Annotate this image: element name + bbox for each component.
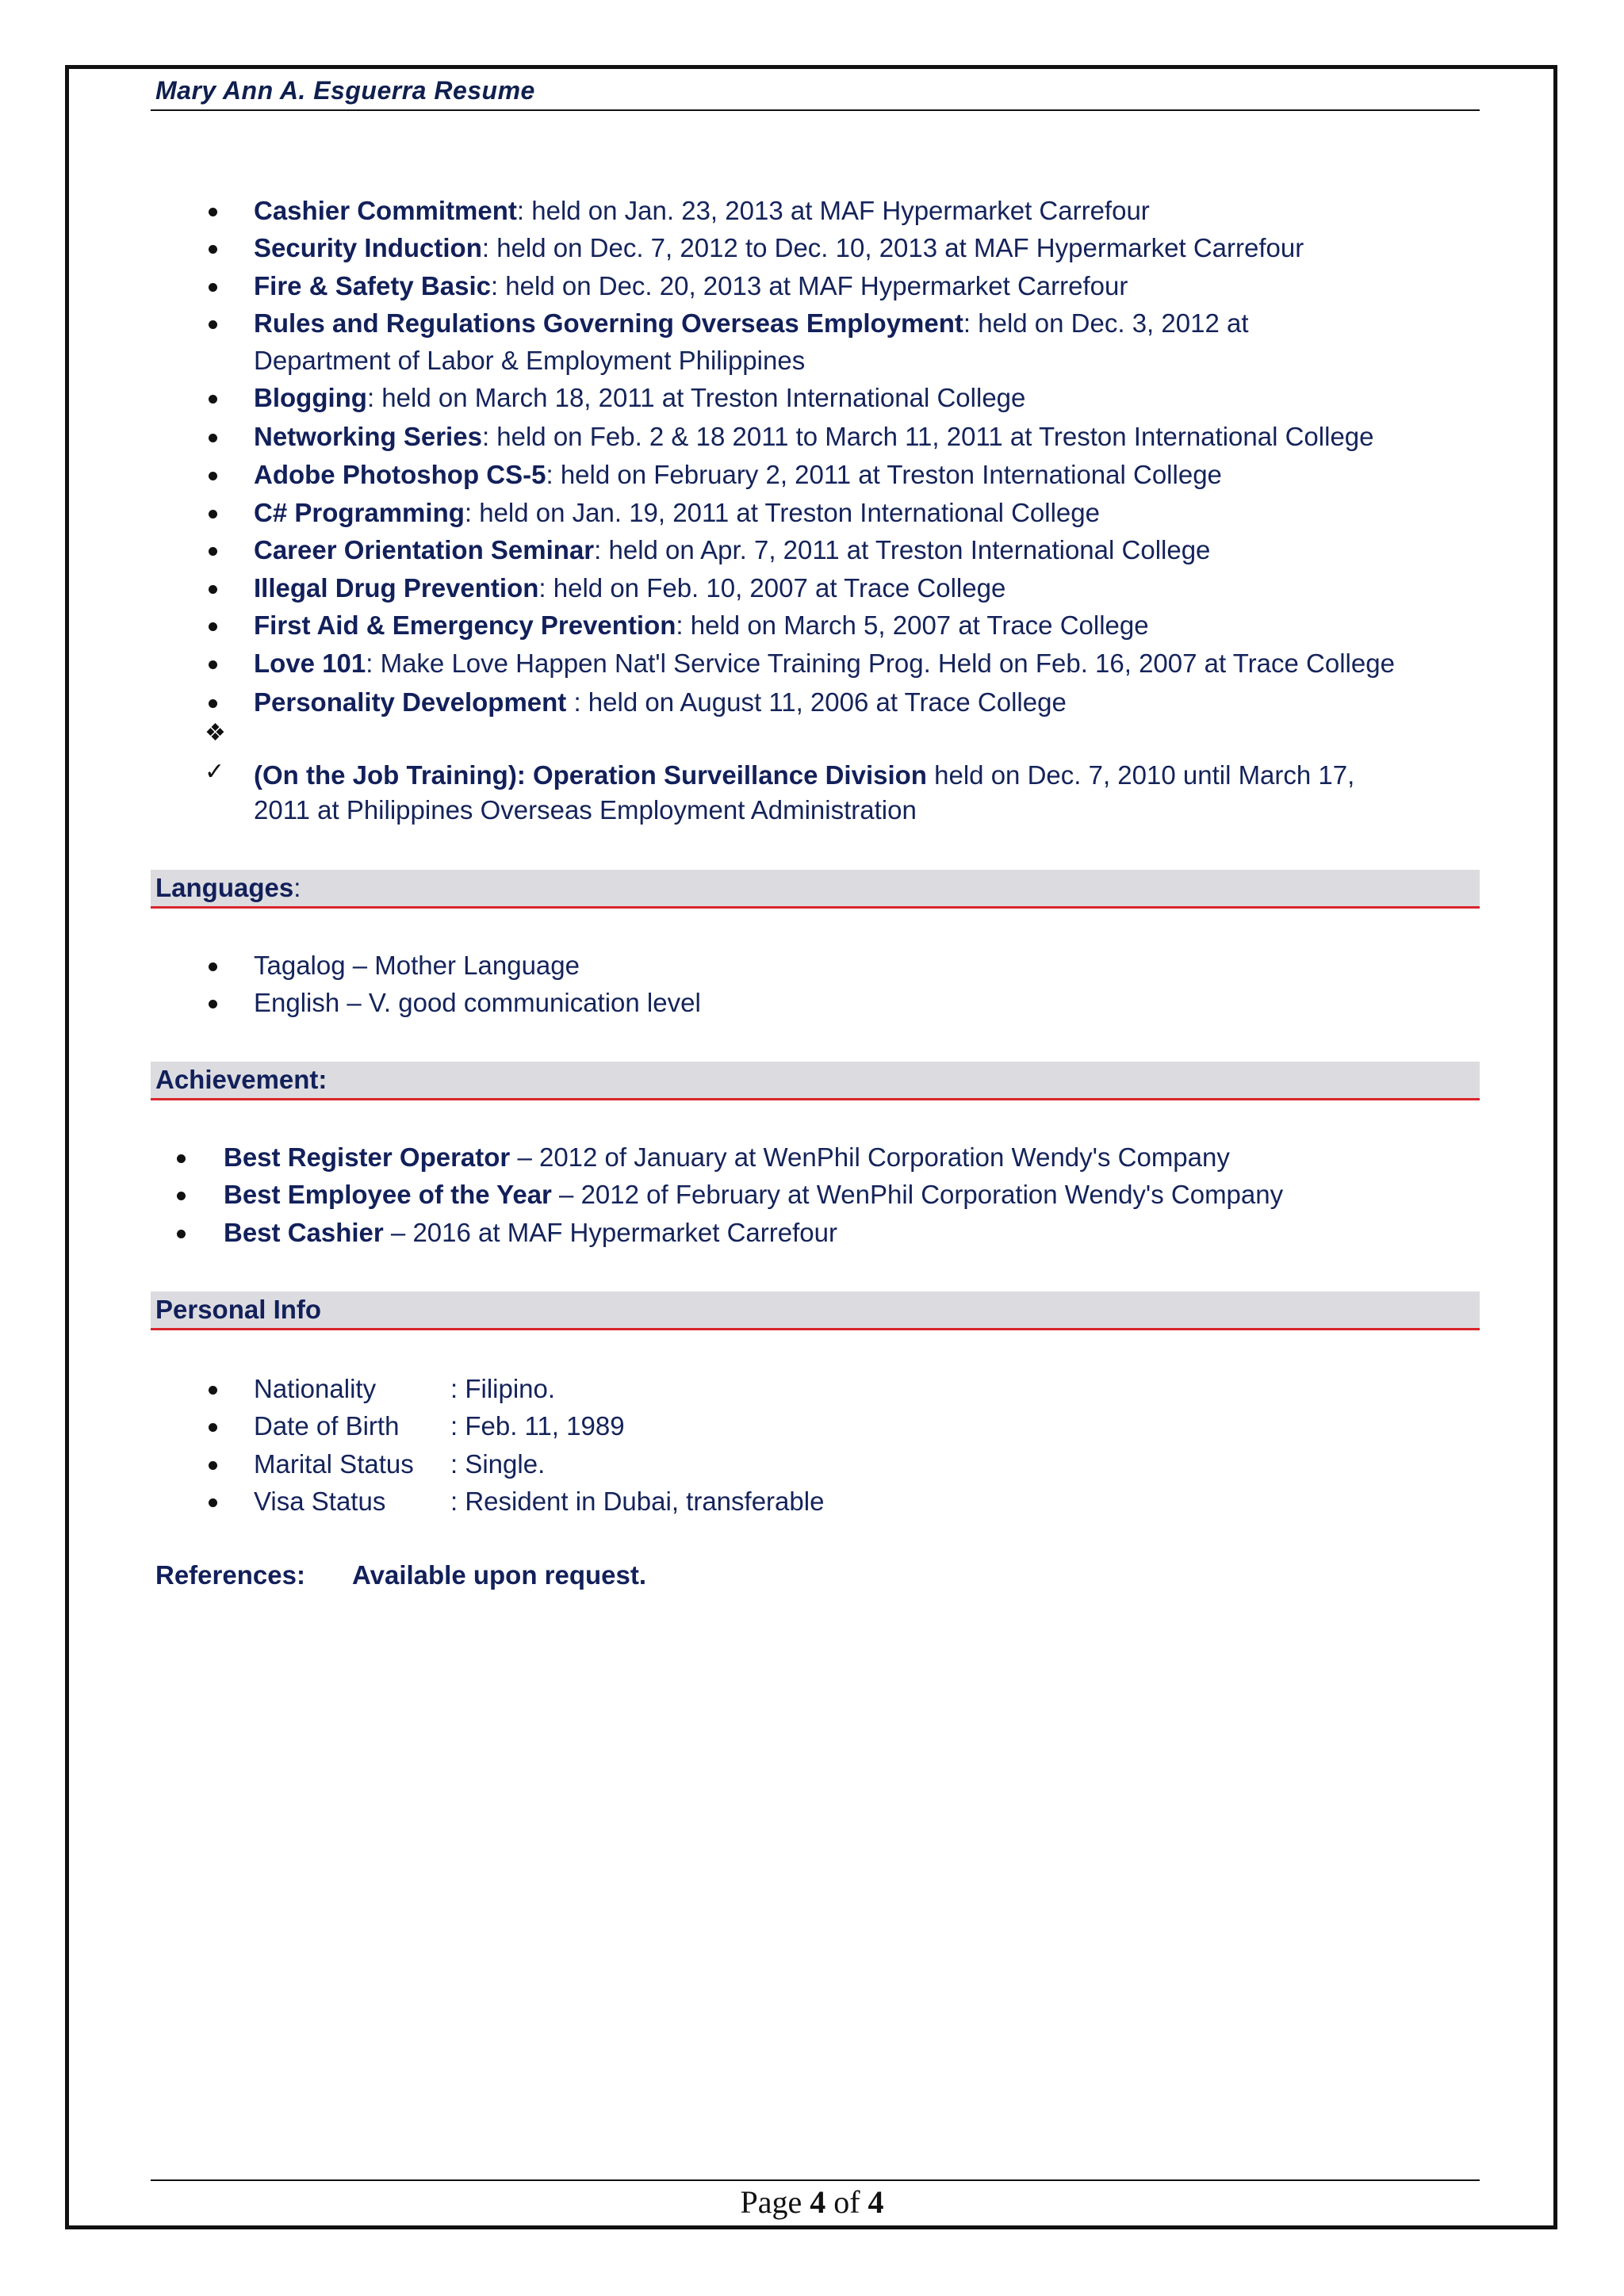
list-item: Personality Development : held on August 11, 2006 at Trace College	[254, 687, 1067, 717]
bullet-icon	[209, 660, 217, 669]
list-item: Best Employee of the Year – 2012 of February at WenPhil Corporation Wendy's Company	[224, 1180, 1284, 1209]
info-value: : Resident in Dubai, transferable	[450, 1487, 825, 1516]
list-item: Adobe Photoshop CS-5: held on February 2, 2011 at Treston International College	[254, 460, 1222, 489]
info-label: Visa Status	[254, 1487, 386, 1516]
section-header-languages	[151, 870, 1480, 909]
bullet-icon	[177, 1154, 186, 1163]
list-item: English – V. good communication level	[254, 988, 701, 1017]
bullet-icon	[209, 547, 217, 556]
info-value: : Feb. 11, 1989	[450, 1411, 625, 1441]
bullet-icon	[209, 510, 217, 519]
bullet-icon	[209, 395, 217, 404]
bullet-icon	[209, 208, 217, 216]
list-item: Career Orientation Seminar: held on Apr. 7, 2011 at Treston International College	[254, 535, 1211, 564]
bullet-icon	[209, 283, 217, 292]
bullet-icon	[209, 699, 217, 708]
section-header-personal-info	[151, 1292, 1480, 1330]
list-item: Illegal Drug Prevention: held on Feb. 10, 2007 at Trace College	[254, 573, 1006, 603]
list-item: Fire & Safety Basic: held on Dec. 20, 2013 at MAF Hypermarket Carrefour	[254, 271, 1128, 300]
bullet-icon	[209, 962, 217, 971]
references-value: Available upon request.	[352, 1560, 647, 1590]
checkmark-icon: ✓	[205, 759, 225, 785]
bullet-icon	[209, 622, 217, 631]
list-item: Tagalog – Mother Language	[254, 951, 580, 980]
bullet-icon	[209, 1000, 217, 1008]
list-item-continuation: 2011 at Philippines Overseas Employment Administration	[254, 795, 917, 825]
bullet-icon	[209, 320, 217, 329]
list-item: (On the Job Training): Operation Surveillance Division held on Dec. 7, 2010 until March 17,	[254, 760, 1355, 790]
info-value: : Filipino.	[450, 1374, 556, 1403]
bullet-icon	[209, 472, 217, 480]
list-item: Best Cashier – 2016 at MAF Hypermarket Carrefour	[224, 1218, 837, 1247]
bullet-icon	[209, 245, 217, 254]
list-item: Love 101: Make Love Happen Nat'l Service Training Prog. Held on Feb. 16, 2007 at Trace College	[254, 649, 1395, 678]
section-header-achievement	[151, 1062, 1480, 1100]
references-label: References:	[155, 1560, 305, 1590]
bullet-icon	[209, 1423, 217, 1432]
header-divider	[151, 109, 1480, 111]
list-item: Blogging: held on March 18, 2011 at Treston International College	[254, 383, 1026, 412]
diamond-icon: ❖	[205, 720, 226, 746]
list-item: First Aid & Emergency Prevention: held on March 5, 2007 at Trace College	[254, 610, 1149, 640]
list-item: Best Register Operator – 2012 of January at WenPhil Corporation Wendy's Company	[224, 1142, 1230, 1172]
section-title: Personal Info	[155, 1295, 322, 1324]
document-header-title: Mary Ann A. Esguerra Resume	[155, 76, 535, 105]
bullet-icon	[177, 1230, 186, 1238]
info-label: Nationality	[254, 1374, 377, 1403]
bullet-icon	[209, 585, 217, 594]
bullet-icon	[209, 1386, 217, 1395]
section-title: Languages:	[155, 873, 301, 902]
list-item: C# Programming: held on Jan. 19, 2011 at Treston International College	[254, 498, 1100, 527]
list-item: Cashier Commitment: held on Jan. 23, 2013 at MAF Hypermarket Carrefour	[254, 196, 1150, 225]
footer-divider	[151, 2179, 1480, 2181]
info-value: : Single.	[450, 1449, 546, 1479]
bullet-icon	[177, 1192, 186, 1200]
bullet-icon	[209, 1498, 217, 1507]
bullet-icon	[209, 434, 217, 442]
bullet-icon	[209, 1461, 217, 1470]
list-item: Networking Series: held on Feb. 2 & 18 2011 to March 11, 2011 at Treston International College	[254, 422, 1374, 451]
list-item-continuation: Department of Labor & Employment Philippines	[254, 346, 806, 375]
list-item: Security Induction: held on Dec. 7, 2012 to Dec. 10, 2013 at MAF Hypermarket Carrefour	[254, 233, 1304, 262]
section-title: Achievement:	[155, 1065, 327, 1094]
page-number: Page 4 of 4	[740, 2184, 884, 2220]
list-item: Rules and Regulations Governing Overseas Employment: held on Dec. 3, 2012 at	[254, 308, 1249, 338]
info-label: Marital Status	[254, 1449, 414, 1479]
info-label: Date of Birth	[254, 1411, 400, 1441]
